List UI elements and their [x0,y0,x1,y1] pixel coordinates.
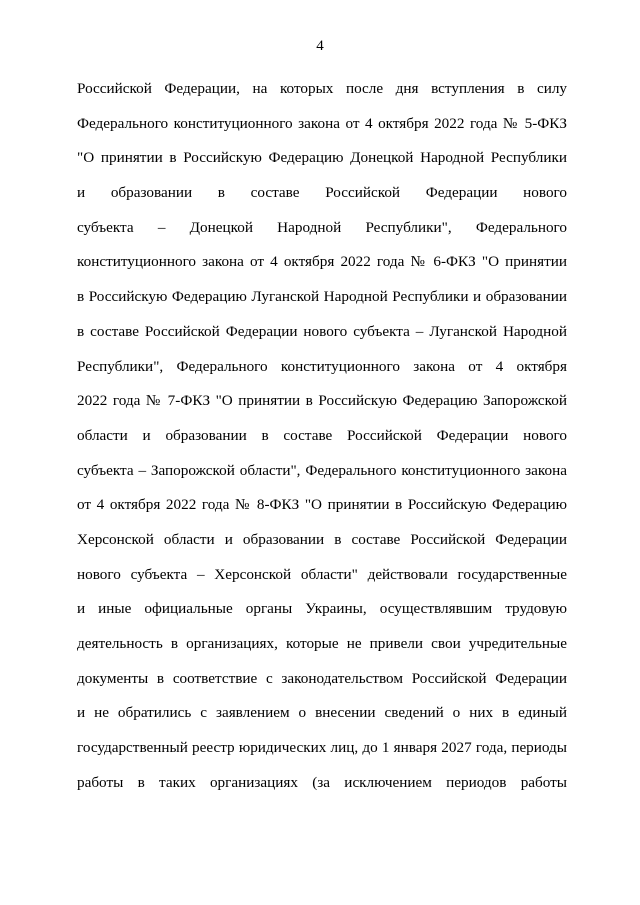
document-body-text [77,72,567,800]
text-line: конституционного закона от 4 октября 2022 года № 6-ФКЗ "О принятии [77,253,567,271]
text-line: от 4 октября 2022 года № 8-ФКЗ "О принятии в Российскую Федерацию [77,496,567,514]
text-line: субъекта – Запорожской области", Федерального конституционного закона [77,461,567,479]
text-line: государственный реестр юридических лиц, до 1 января 2027 года, периоды [77,739,567,757]
text-line: и не обратились с заявлением о внесении сведений о них в единый [77,704,567,722]
text-line: 2022 года № 7-ФКЗ "О принятии в Российскую Федерацию Запорожской [77,392,567,410]
text-line: области и образовании в составе Российской Федерации нового [77,426,567,444]
text-line: и иные официальные органы Украины, осуществлявшим трудовую [77,600,567,618]
page-number: 4 [316,38,324,54]
text-line: "О принятии в Российскую Федерацию Донецкой Народной Республики [77,149,567,167]
text-line: документы в соответствие с законодательством Российской Федерации [77,669,567,687]
text-line: в Российскую Федерацию Луганской Народной Республики и образовании [77,288,567,306]
text-line: Республики", Федерального конституционного закона от 4 октября [77,357,567,375]
text-line: Федерального конституционного закона от 4 октября 2022 года № 5-ФКЗ [77,114,567,132]
text-line: Российской Федерации, на которых после дня вступления в силу [77,80,567,97]
text-line: деятельность в организациях, которые не привели свои учредительные [77,635,567,652]
text-line: в составе Российской Федерации нового субъекта – Луганской Народной [77,322,567,340]
text-line: субъекта – Донецкой Народной Республики", Федерального [77,218,567,236]
text-line: нового субъекта – Херсонской области" действовали государственные [77,565,567,583]
text-line: работы в таких организациях (за исключением периодов работы [77,773,567,791]
text-line: Херсонской области и образовании в составе Российской Федерации [77,530,567,548]
text-line: и образовании в составе Российской Федерации нового [77,184,567,202]
